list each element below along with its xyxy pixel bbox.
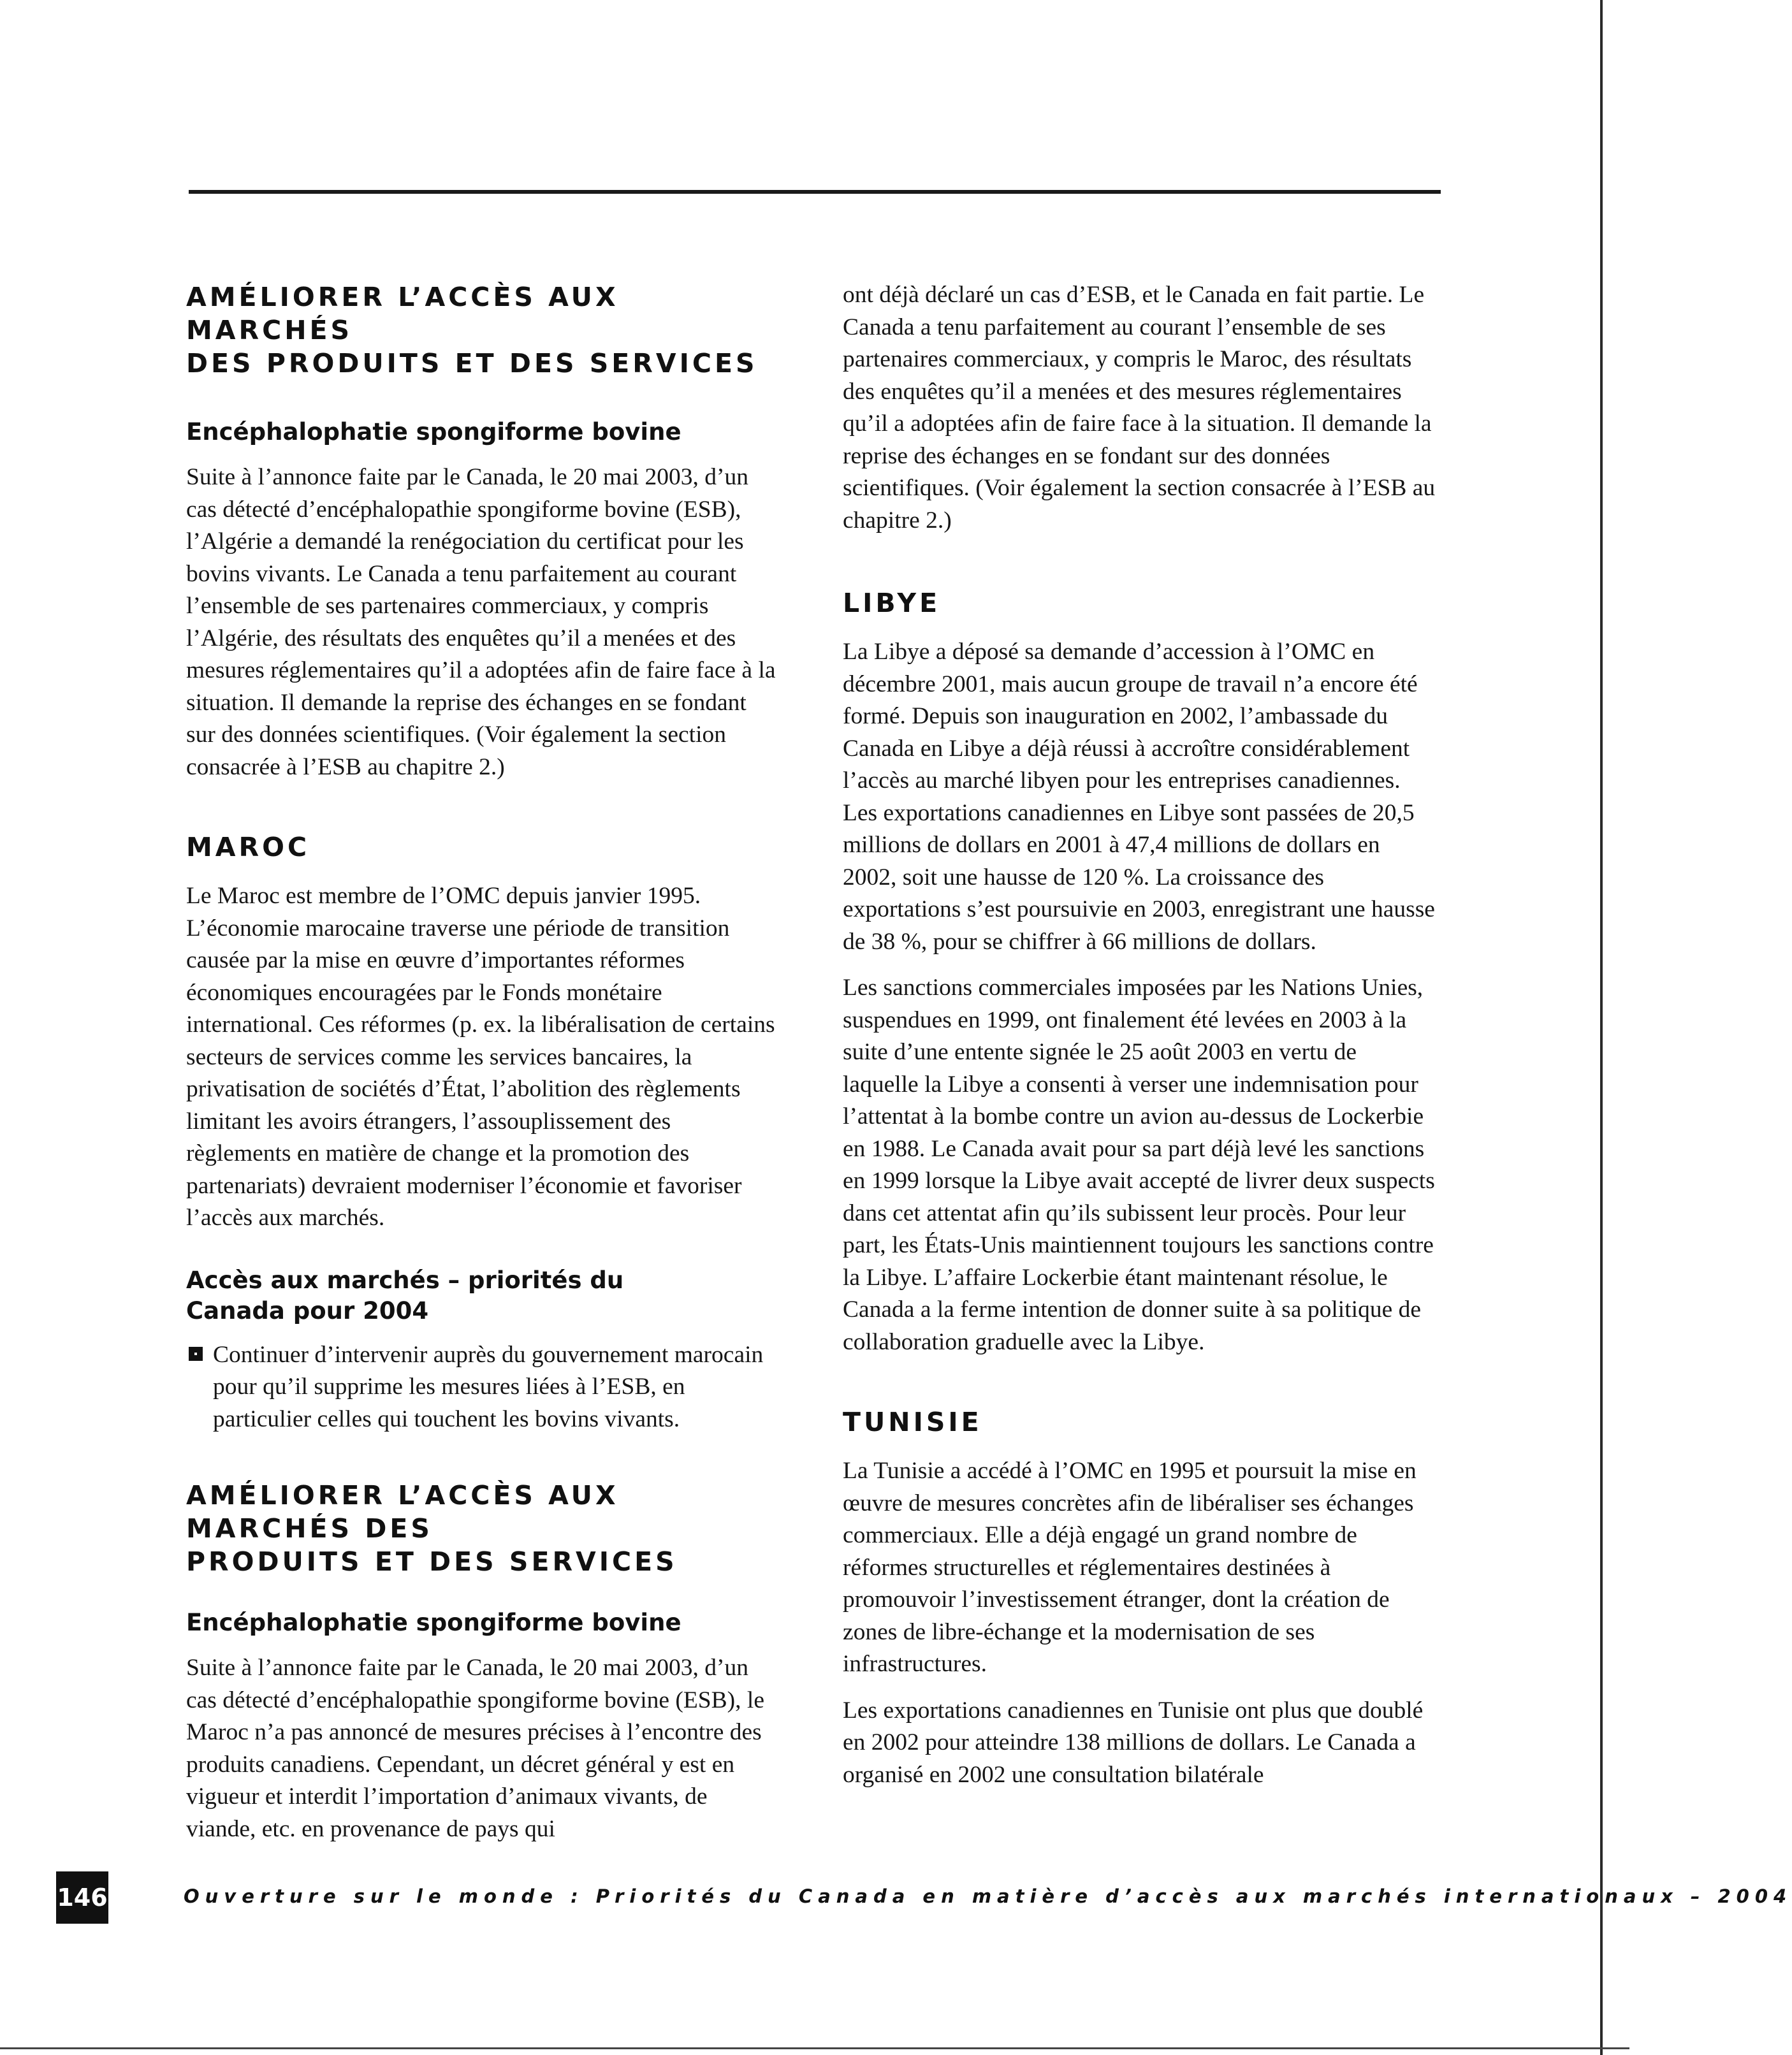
paragraph-tunisie-2: Les exportations canadiennes en Tunisie ont plus que doublé en 2002 pour atteindre 138 millions de dollars. Le Canada a organisé en 2002 une consultation bilatérale <box>843 1697 1424 1788</box>
paragraph-maroc: Le Maroc est membre de l’OMC depuis janvier 1995. L’économie marocaine traverse une période de transition causée par la mise en œuvre d’importantes réformes économiques encouragées par le Fonds monétaire international. Ces réformes (p. ex. la libéralisation de certains secteurs de services comme les services bancaires, la privatisation de sociétés d’État, l’abolition des règlements limitant les avoirs étrangers, l’assouplissement des règlements en matière de change et la promotion des partenariats) devraient moderniser l’économie et favoriser l’accès aux marchés. <box>186 883 775 1231</box>
paragraph-algerie: Suite à l’annonce faite par le Canada, le 20 mai 2003, d’un cas détecté d’encéphalopathie spongiforme bovine (ESB), l’Algérie a demandé la renégociation du certificat pour les bovins vivants. Le Canada a tenu parfaitement au courant l’ensemble de ses partenaires commerciaux, y compris l’Algérie, des résultats des enquêtes qu’il a menées et des mesures réglementaires qu’il a adoptées afin de faire face à la situation. Il demande la reprise des échanges en se fondant sur des données scientifiques. (Voir également la section consacrée à l’ESB au chapitre 2.) <box>186 464 776 780</box>
right-column <box>843 279 1436 1791</box>
bullet-text: Continuer d’intervenir auprès du gouvernement marocain pour qu’il supprime les mesures liées à l’ESB, en particulier celles qui touchent les bovins vivants. <box>213 1341 764 1432</box>
section-heading-2-line1: AMÉLIORER L’ACCÈS AUX MARCHÉS DES <box>186 1480 619 1544</box>
subheading-priorites-line2: Canada pour 2004 <box>186 1296 429 1325</box>
paragraph-libye-1: La Libye a déposé sa demande d’accession à l’OMC en décembre 2001, mais aucun groupe de travail n’a encore été formé. Depuis son inauguration en 2002, l’ambassade du Canada en Libye a déjà réussi à accroître considérablement l’accès au marché libyen pour les entreprises canadiennes. Les exportations canadiennes en Libye sont passées de 20,5 millions de dollars en 2001 à 47,4 millions de dollars en 2002, soit une hausse de 120 %. La croissance des exportations s’est poursuivie en 2003, enregistrant une hausse de 38 %, pour se chiffrer à 66 millions de dollars. <box>843 639 1435 955</box>
section-heading-maroc: MAROC <box>186 832 310 862</box>
paragraph-tunisie-1: La Tunisie a accédé à l’OMC en 1995 et poursuit la mise en œuvre de mesures concrètes afin de libéraliser ses échanges commerciaux. Elle a déjà engagé un grand nombre de réformes structurelles et réglementaires destinées à promouvoir l’investissement étranger, dont la création de zones de libre-échange et la modernisation de ses infrastructures. <box>843 1458 1417 1677</box>
page-edge-right <box>1600 0 1603 2055</box>
left-column <box>186 280 779 1845</box>
top-rule <box>189 190 1441 194</box>
section-heading-2-line2: PRODUITS ET DES SERVICES <box>186 1546 678 1577</box>
page-footer <box>56 1871 1792 1922</box>
running-title: Ouverture sur le monde : Priorités du Canada en matière d’accès aux marchés internationaux – 2004 <box>184 1885 1792 1907</box>
section-heading-libye: LIBYE <box>843 588 941 618</box>
section-heading-1 <box>186 280 779 380</box>
subheading-esb-1: Encéphalophatie spongiforme bovine <box>186 418 681 446</box>
section-heading-2 <box>186 1479 779 1578</box>
paragraph-libye-2: Les sanctions commerciales imposées par les Nations Unies, suspendues en 1999, ont finalement été levées en 2003 à la suite d’une entente signée le 25 août 2003 en vertu de laquelle la Libye a consenti à verser une indemnisation pour l’attentat à la bombe contre un avion au-dessus de Lockerbie en 1988. Le Canada avait pour sa part déjà levé les sanctions en 1999 lorsque la Libye avait accepté de livrer deux suspects dans cet attentat afin qu’ils subissent leur procès. Pour leur part, les États-Unis maintiennent toujours les sanctions contre la Libye. L’affaire Lockerbie étant maintenant résolue, le Canada a la ferme intention de donner suite à sa politique de collaboration graduelle avec la Libye. <box>843 975 1435 1355</box>
section-heading-1-line2: DES PRODUITS ET DES SERVICES <box>186 348 758 379</box>
checkbox-bullet-icon <box>189 1347 203 1361</box>
paragraph-maroc-esb-continued: ont déjà déclaré un cas d’ESB, et le Canada en fait partie. Le Canada a tenu parfaitement au courant l’ensemble de ses partenaires commerciaux, y compris le Maroc, des résultats des enquêtes qu’il a menées et des mesures réglementaires qu’il a adoptées afin de faire face à la situation. Il demande la reprise des échanges en se fondant sur des données scientifiques. (Voir également la section consacrée à l’ESB au chapitre 2.) <box>843 282 1436 534</box>
section-heading-tunisie: TUNISIE <box>843 1407 982 1437</box>
section-heading-1-line1: AMÉLIORER L’ACCÈS AUX MARCHÉS <box>186 282 619 345</box>
page-number: 146 <box>56 1871 108 1924</box>
subheading-priorites-line1: Accès aux marchés – priorités du <box>186 1266 624 1294</box>
subheading-esb-2: Encéphalophatie spongiforme bovine <box>186 1609 681 1636</box>
paragraph-maroc-esb: Suite à l’annonce faite par le Canada, le 20 mai 2003, d’un cas détecté d’encéphalopathie spongiforme bovine (ESB), le Maroc n’a pas annoncé de mesures précises à l’encontre des produits canadiens. Cependant, un décret général y est en vigueur et interdit l’importation d’animaux vivants, de viande, etc. en provenance de pays qui <box>186 1655 764 1842</box>
subheading-priorites <box>186 1265 779 1326</box>
page-edge-bottom <box>0 2047 1629 2049</box>
bullet-item <box>186 1339 779 1436</box>
